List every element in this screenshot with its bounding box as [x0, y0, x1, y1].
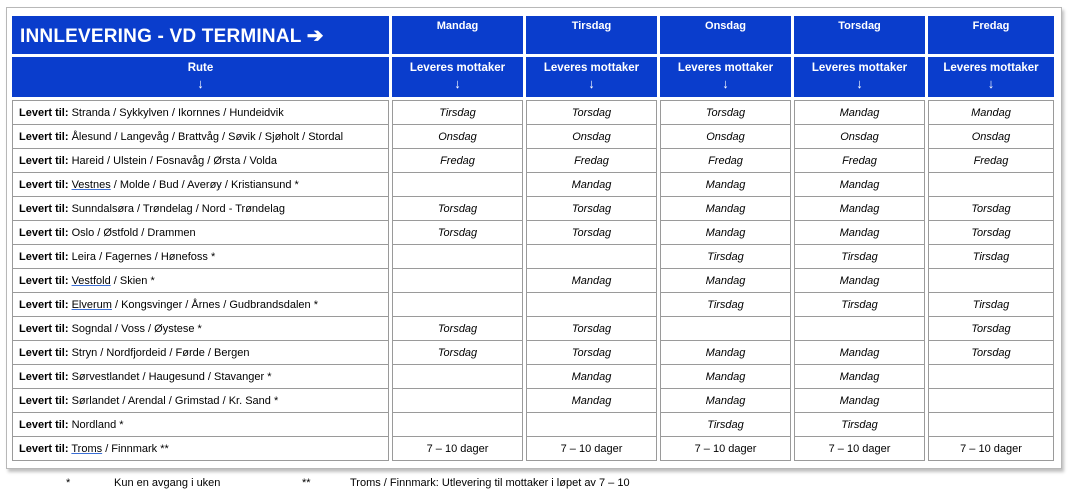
levert-label: Levert til:	[19, 154, 69, 167]
delivery-day-cell: Torsdag	[526, 341, 657, 365]
delivery-day-cell: Onsdag	[392, 125, 523, 149]
table-row	[12, 100, 1054, 125]
delivery-day-cell: 7 – 10 dager	[526, 437, 657, 461]
delivery-day-cell	[928, 413, 1054, 437]
levert-label: Levert til:	[19, 250, 69, 263]
footnote-marker-double: **	[302, 477, 311, 489]
delivery-header: Leveres mottaker ↓	[392, 57, 523, 97]
delivery-day-cell: Tirsdag	[660, 293, 791, 317]
route-cell	[12, 341, 389, 365]
route-cell	[12, 437, 389, 461]
day-header-torsdag: Torsdag	[794, 16, 925, 54]
delivery-day-cell: Torsdag	[392, 197, 523, 221]
delivery-header: Leveres mottaker ↓	[660, 57, 791, 97]
delivery-day-cell: Torsdag	[392, 317, 523, 341]
levert-label: Levert til:	[19, 274, 69, 287]
route-text: Ålesund / Langevåg / Brattvåg / Søvik / Sjøholt / Stordal	[71, 130, 344, 143]
route-text: / Finnmark **	[102, 442, 169, 455]
delivery-day-cell: Mandag	[794, 221, 925, 245]
route-cell	[12, 317, 389, 341]
delivery-day-cell	[526, 413, 657, 437]
route-text: Sogndal / Voss / Øystese *	[71, 322, 202, 335]
table-row	[12, 245, 1054, 269]
levert-label: Levert til:	[19, 418, 69, 431]
down-arrow-icon: ↓	[197, 76, 204, 91]
delivery-day-cell: Torsdag	[526, 317, 657, 341]
delivery-header: Leveres mottaker ↓	[794, 57, 925, 97]
delivery-day-cell: Onsdag	[526, 125, 657, 149]
delivery-day-cell: Mandag	[660, 365, 791, 389]
table-row	[12, 197, 1054, 221]
delivery-day-cell	[392, 245, 523, 269]
delivery-day-cell: Torsdag	[928, 341, 1054, 365]
table-row	[12, 221, 1054, 245]
right-arrow-icon: ➔	[306, 24, 324, 47]
delivery-day-cell: Mandag	[526, 389, 657, 413]
route-text: / Skien *	[110, 274, 155, 287]
delivery-day-cell	[526, 293, 657, 317]
route-cell	[12, 293, 389, 317]
down-arrow-icon: ↓	[588, 76, 595, 91]
levert-label: Levert til:	[19, 442, 69, 455]
delivery-day-cell: Tirsdag	[660, 413, 791, 437]
delivery-day-cell: Torsdag	[660, 100, 791, 125]
page-title: INNLEVERING - VD TERMINAL ➔	[12, 16, 389, 54]
route-underlined-place: Elverum	[71, 298, 112, 311]
down-arrow-icon: ↓	[856, 76, 863, 91]
table-row	[12, 173, 1054, 197]
delivery-day-cell: Mandag	[526, 173, 657, 197]
footnote-single-departure: Kun en avgang i uken	[114, 477, 221, 489]
delivery-schedule-table	[9, 16, 1057, 461]
day-header-mandag: Mandag	[392, 16, 523, 54]
delivery-day-cell: Tirsdag	[928, 293, 1054, 317]
route-text: Stranda / Sykkylven / Ikornnes / Hundeidvik	[71, 106, 284, 119]
delivery-day-cell	[392, 389, 523, 413]
levert-label: Levert til:	[19, 178, 69, 191]
delivery-day-cell: Torsdag	[928, 221, 1054, 245]
delivery-day-cell: Fredag	[928, 149, 1054, 173]
route-cell	[12, 149, 389, 173]
day-header-fredag: Fredag	[928, 16, 1054, 54]
route-underlined-place: Vestnes	[71, 178, 111, 191]
delivery-day-cell	[928, 365, 1054, 389]
table-row	[12, 389, 1054, 413]
route-text: Nordland *	[71, 418, 124, 431]
route-cell	[12, 100, 389, 125]
levert-label: Levert til:	[19, 346, 69, 359]
route-cell	[12, 197, 389, 221]
day-header-onsdag: Onsdag	[660, 16, 791, 54]
delivery-day-cell: 7 – 10 dager	[928, 437, 1054, 461]
delivery-day-cell: Tirsdag	[794, 293, 925, 317]
levert-label: Levert til:	[19, 322, 69, 335]
route-cell	[12, 413, 389, 437]
levert-label: Levert til:	[19, 106, 69, 119]
route-cell	[12, 221, 389, 245]
route-text: / Kongsvinger / Årnes / Gudbrandsdalen *	[111, 298, 318, 311]
footnote-marker-single: *	[66, 477, 71, 489]
route-text: Oslo / Østfold / Drammen	[71, 226, 196, 239]
delivery-day-cell: Mandag	[794, 365, 925, 389]
levert-label: Levert til:	[19, 298, 69, 311]
route-cell	[12, 365, 389, 389]
delivery-day-cell: Mandag	[794, 173, 925, 197]
delivery-header: Leveres mottaker ↓	[526, 57, 657, 97]
delivery-day-cell: Torsdag	[392, 221, 523, 245]
delivery-header: Leveres mottaker ↓	[928, 57, 1054, 97]
delivery-day-cell: Mandag	[794, 341, 925, 365]
delivery-day-cell: Fredag	[794, 149, 925, 173]
delivery-day-cell	[392, 173, 523, 197]
delivery-day-cell: Mandag	[794, 100, 925, 125]
day-header-row	[12, 16, 1054, 54]
levert-label: Levert til:	[19, 202, 69, 215]
route-text: / Molde / Bud / Averøy / Kristiansund *	[110, 178, 299, 191]
delivery-day-cell: Mandag	[660, 341, 791, 365]
delivery-day-cell: Torsdag	[928, 197, 1054, 221]
delivery-day-cell: Mandag	[794, 197, 925, 221]
delivery-day-cell	[392, 293, 523, 317]
delivery-day-cell: Mandag	[660, 269, 791, 293]
table-row	[12, 269, 1054, 293]
delivery-day-cell	[794, 317, 925, 341]
footnote-troms-finnmark: Troms / Finnmark: Utlevering til mottaker i løpet av 7 – 10	[350, 477, 630, 489]
delivery-day-cell: Fredag	[526, 149, 657, 173]
delivery-day-cell: Mandag	[794, 389, 925, 413]
delivery-day-cell: Fredag	[660, 149, 791, 173]
delivery-day-cell: Tirsdag	[794, 245, 925, 269]
table-row	[12, 293, 1054, 317]
route-cell	[12, 125, 389, 149]
day-header-tirsdag: Tirsdag	[526, 16, 657, 54]
levert-label: Levert til:	[19, 226, 69, 239]
route-text: Hareid / Ulstein / Fosnavåg / Ørsta / Volda	[71, 154, 278, 167]
column-subheader-row	[12, 57, 1054, 97]
route-underlined-place: Troms	[71, 442, 103, 455]
route-text: Stryn / Nordfjordeid / Førde / Bergen	[71, 346, 250, 359]
delivery-day-cell	[392, 413, 523, 437]
delivery-day-cell: Tirsdag	[660, 245, 791, 269]
route-cell	[12, 245, 389, 269]
table-row	[12, 437, 1054, 461]
delivery-day-cell: Onsdag	[794, 125, 925, 149]
delivery-day-cell: Torsdag	[526, 100, 657, 125]
delivery-day-cell: Onsdag	[928, 125, 1054, 149]
down-arrow-icon: ↓	[454, 76, 461, 91]
delivery-day-cell: Torsdag	[526, 221, 657, 245]
delivery-day-cell	[928, 389, 1054, 413]
delivery-day-cell: Torsdag	[928, 317, 1054, 341]
delivery-day-cell: Mandag	[928, 100, 1054, 125]
delivery-day-cell	[392, 365, 523, 389]
route-text: Sunndalsøra / Trøndelag / Nord - Trøndelag	[71, 202, 285, 215]
delivery-day-cell: Mandag	[660, 173, 791, 197]
delivery-day-cell: 7 – 10 dager	[392, 437, 523, 461]
table-row	[12, 413, 1054, 437]
route-cell	[12, 389, 389, 413]
delivery-day-cell: Mandag	[660, 389, 791, 413]
delivery-day-cell: Mandag	[660, 221, 791, 245]
route-cell	[12, 173, 389, 197]
delivery-day-cell: Tirsdag	[392, 100, 523, 125]
delivery-day-cell: Mandag	[526, 269, 657, 293]
table-row	[12, 317, 1054, 341]
down-arrow-icon: ↓	[722, 76, 729, 91]
down-arrow-icon: ↓	[987, 76, 995, 91]
delivery-day-cell: Mandag	[526, 365, 657, 389]
delivery-day-cell: Tirsdag	[928, 245, 1054, 269]
route-text: Leira / Fagernes / Hønefoss *	[71, 250, 216, 263]
delivery-day-cell: Fredag	[392, 149, 523, 173]
delivery-day-cell: Mandag	[660, 197, 791, 221]
delivery-day-cell: 7 – 10 dager	[660, 437, 791, 461]
table-row	[12, 149, 1054, 173]
delivery-day-cell: Onsdag	[660, 125, 791, 149]
levert-label: Levert til:	[19, 394, 69, 407]
table-row	[12, 125, 1054, 149]
levert-label: Levert til:	[19, 130, 69, 143]
delivery-day-cell	[928, 173, 1054, 197]
delivery-day-cell: Torsdag	[392, 341, 523, 365]
delivery-day-cell	[392, 269, 523, 293]
delivery-day-cell	[526, 245, 657, 269]
route-header: Rute ↓	[12, 57, 389, 97]
delivery-day-cell: Mandag	[794, 269, 925, 293]
table-row	[12, 365, 1054, 389]
delivery-day-cell: Torsdag	[526, 197, 657, 221]
levert-label: Levert til:	[19, 370, 69, 383]
route-text: Sørvestlandet / Haugesund / Stavanger *	[71, 370, 272, 383]
delivery-day-cell: 7 – 10 dager	[794, 437, 925, 461]
route-text: Sørlandet / Arendal / Grimstad / Kr. Sand *	[71, 394, 279, 407]
delivery-day-cell	[660, 317, 791, 341]
route-cell	[12, 269, 389, 293]
delivery-day-cell	[928, 269, 1054, 293]
delivery-day-cell: Tirsdag	[794, 413, 925, 437]
table-row	[12, 341, 1054, 365]
route-underlined-place: Vestfold	[71, 274, 111, 287]
